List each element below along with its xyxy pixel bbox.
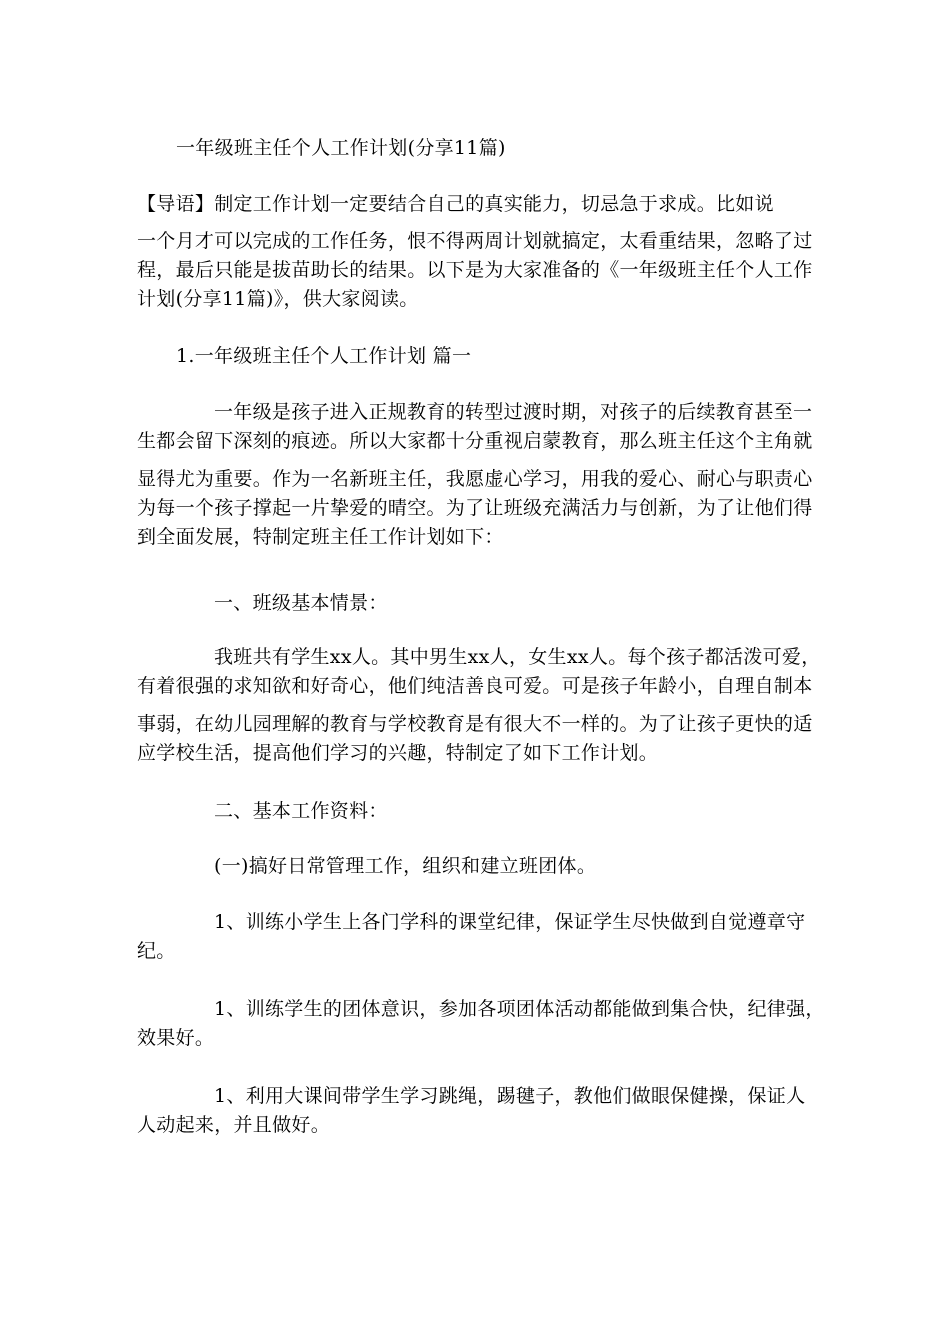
subheading-basic-situation: 一、班级基本情景： — [214, 592, 388, 614]
para2-line-4: 应学校生活，提高他们学习的兴趣，特制定了如下工作计划。 — [137, 742, 659, 764]
item1-line-2: 纪。 — [137, 940, 176, 962]
para1-line-1: 一年级是孩子进入正规教育的转型过渡时期，对孩子的后续教育甚至一 — [214, 401, 813, 423]
subheading-daily-management: (一)搞好日常管理工作，组织和建立班团体。 — [214, 855, 597, 877]
section-heading: 1.一年级班主任个人工作计划 篇一 — [176, 345, 472, 367]
item2-line-1: 1、训练学生的团体意识，参加各项团体活动都能做到集合快，纪律强， — [214, 998, 825, 1020]
item1-line-1: 1、训练小学生上各门学科的课堂纪律，保证学生尽快做到自觉遵章守 — [214, 911, 806, 933]
para2-line-3: 事弱，在幼儿园理解的教育与学校教育是有很大不一样的。为了让孩子更快的适 — [137, 713, 813, 735]
para1-line-5: 到全面发展，特制定班主任工作计划如下： — [137, 526, 504, 548]
para1-line-2: 生都会留下深刻的痕迹。所以大家都十分重视启蒙教育，那么班主任这个主角就 — [137, 430, 813, 452]
intro-line-1: 【导语】制定工作计划一定要结合自己的真实能力，切忌急于求成。比如说 — [137, 193, 774, 215]
subheading-basic-work: 二、基本工作资料： — [214, 800, 388, 822]
item3-line-2: 人动起来，并且做好。 — [137, 1114, 331, 1136]
item2-line-2: 效果好。 — [137, 1027, 215, 1049]
para1-line-3: 显得尤为重要。作为一名新班主任，我愿虚心学习，用我的爱心、耐心与职责心 — [137, 468, 813, 490]
para1-line-4: 为每一个孩子撑起一片挚爱的晴空。为了让班级充满活力与创新，为了让他们得 — [137, 497, 813, 519]
para2-line-1: 我班共有学生xx人。其中男生xx人，女生xx人。每个孩子都活泼可爱， — [214, 646, 821, 668]
intro-line-2: 一个月才可以完成的工作任务，恨不得两周计划就搞定，太看重结果，忽略了过 — [137, 230, 813, 252]
intro-line-4: 计划(分享11篇)》，供大家阅读。 — [137, 288, 419, 310]
intro-line-3: 程，最后只能是拔苗助长的结果。以下是为大家准备的《一年级班主任个人工作 — [137, 259, 813, 281]
document-title: 一年级班主任个人工作计划(分享11篇) — [176, 137, 506, 159]
item3-line-1: 1、利用大课间带学生学习跳绳，踢毽子，教他们做眼保健操，保证人 — [214, 1085, 806, 1107]
para2-line-2: 有着很强的求知欲和好奇心，他们纯洁善良可爱。可是孩子年龄小，自理自制本 — [137, 675, 813, 697]
